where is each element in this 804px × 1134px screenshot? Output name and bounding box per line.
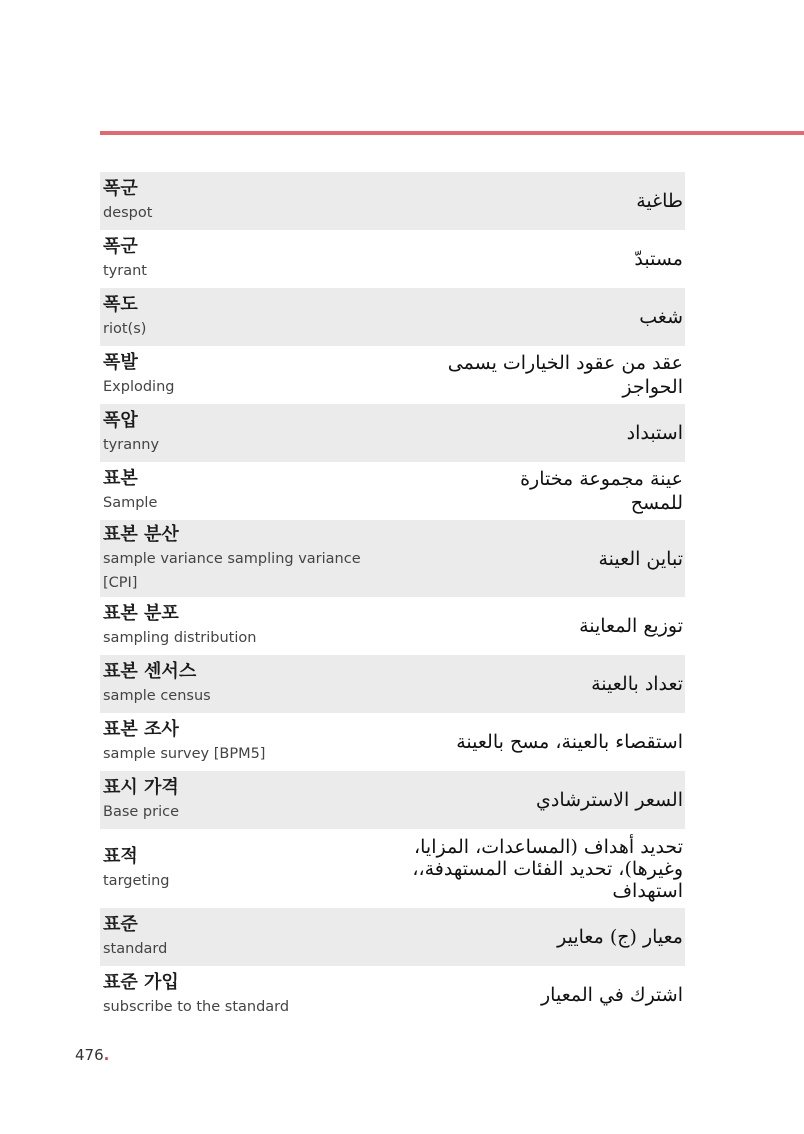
english-term: riot(s) <box>103 321 147 337</box>
korean-term: 표본 센서스 <box>103 661 197 682</box>
korean-term: 표본 <box>103 468 138 489</box>
english-term: sample census <box>103 688 211 704</box>
glossary-row <box>100 713 685 771</box>
arabic-term: تعداد بالعينة <box>591 673 683 695</box>
english-term: sample survey [BPM5] <box>103 746 266 762</box>
english-term: sample variance sampling variance [CPI] <box>103 550 361 591</box>
glossary-row <box>100 404 685 462</box>
glossary-table <box>100 172 685 1024</box>
english-term: tyrant <box>103 263 147 279</box>
glossary-row <box>100 771 685 829</box>
english-term: Sample <box>103 495 158 511</box>
glossary-row <box>100 908 685 966</box>
korean-term: 표본 조사 <box>103 719 179 740</box>
korean-term: 폭군 <box>103 178 138 199</box>
korean-term: 표적 <box>103 845 138 867</box>
arabic-term: تباين العينة <box>598 547 683 570</box>
korean-term: 표시 가격 <box>103 777 179 798</box>
english-term: Exploding <box>103 379 175 395</box>
glossary-row <box>100 346 685 404</box>
english-term: Base price <box>103 804 180 820</box>
glossary-row <box>100 829 685 908</box>
arabic-term: شغب <box>639 306 683 328</box>
page-number-dot: . <box>103 1046 110 1064</box>
glossary-row <box>100 520 685 597</box>
glossary-row <box>100 172 685 230</box>
english-term: subscribe to the standard <box>103 999 290 1015</box>
korean-term: 폭발 <box>103 352 138 373</box>
english-term: tyranny <box>103 437 160 453</box>
korean-term: 표준 가입 <box>103 972 179 993</box>
arabic-term: اشترك في المعيار <box>541 984 683 1006</box>
top-accent-rule <box>100 131 804 135</box>
arabic-term: تحديد أهداف (المساعدات، المزايا، وغيرها)، تحديد الفئات المستهدفة،، استهداف <box>412 835 683 902</box>
english-term: targeting <box>103 872 170 889</box>
arabic-term: استقصاء بالعينة، مسح بالعينة <box>456 731 683 753</box>
arabic-term: عينة مجموعة مختارة للمسح <box>520 468 683 514</box>
glossary-row <box>100 655 685 713</box>
korean-term: 폭압 <box>103 410 138 431</box>
arabic-term: معيار (ج) معايير <box>557 926 683 948</box>
korean-term: 표본 분포 <box>103 603 179 624</box>
page-number <box>75 1046 109 1064</box>
page-number-value: 476 <box>75 1046 104 1064</box>
korean-term: 표준 <box>103 914 138 935</box>
english-term: sampling distribution <box>103 630 257 646</box>
glossary-row <box>100 597 685 655</box>
arabic-term: توزيع المعاينة <box>579 615 683 637</box>
english-term: despot <box>103 205 153 221</box>
glossary-row <box>100 966 685 1024</box>
korean-term: 폭도 <box>103 294 138 315</box>
arabic-term: مستبدّ <box>634 248 683 270</box>
arabic-term: عقد من عقود الخيارات يسمى الحواجز <box>447 352 683 398</box>
glossary-row <box>100 462 685 520</box>
arabic-term: طاغية <box>636 190 683 212</box>
korean-term: 폭군 <box>103 236 138 257</box>
korean-term: 표본 분산 <box>103 523 179 545</box>
arabic-term: السعر الاسترشادي <box>536 789 683 811</box>
english-term: standard <box>103 941 168 957</box>
glossary-row <box>100 230 685 288</box>
arabic-term: استبداد <box>626 422 683 444</box>
glossary-row <box>100 288 685 346</box>
